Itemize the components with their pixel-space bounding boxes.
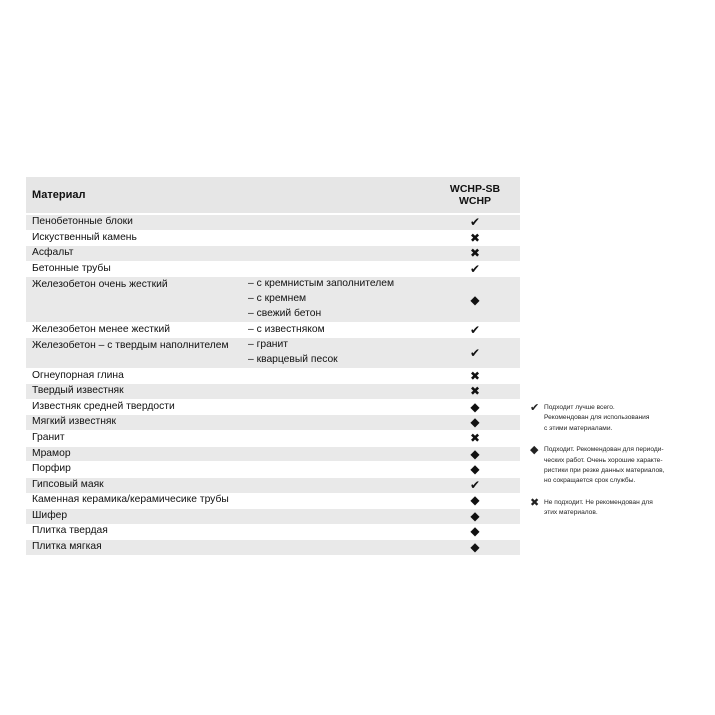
- table-row: [26, 323, 520, 338]
- legend-text: [544, 445, 664, 487]
- material-subtypes: [244, 540, 430, 555]
- material-subtype: – с кремнистым заполнителем: [248, 278, 395, 290]
- material-name: Гранит: [32, 431, 65, 443]
- check-icon: ✔: [469, 215, 481, 229]
- legend-line: Подходит лучше всего.: [544, 404, 615, 411]
- material-name: Асфальт: [32, 247, 74, 259]
- diamond-icon: ◆: [470, 540, 480, 555]
- material-name: Железобетон менее жесткий: [32, 323, 170, 335]
- check-icon: ✔: [469, 477, 481, 492]
- table-row: [26, 231, 520, 246]
- table-row: [26, 478, 520, 493]
- table-row: [26, 277, 520, 321]
- check-icon: ✔: [469, 345, 481, 360]
- table-row: [26, 384, 520, 399]
- materials-table: [26, 177, 520, 556]
- material-name: Известняк средней твердости: [32, 400, 175, 412]
- model-column-header: [430, 183, 520, 207]
- material-name: Плитка мягкая: [32, 541, 102, 553]
- check-icon: ✔: [530, 402, 540, 414]
- legend-line: с этими материалами.: [544, 424, 613, 432]
- material-subtypes: [244, 493, 430, 508]
- material-subtype: – гранит: [248, 339, 288, 351]
- legend-line: Подходит. Рекомендован для периоди-: [544, 446, 664, 454]
- check-icon: ✔: [469, 261, 481, 276]
- material-name: Каменная керамика/керамичесике трубы: [32, 494, 229, 506]
- legend-item: [530, 445, 710, 487]
- cross-icon: ✖: [469, 430, 481, 445]
- table-row: [26, 447, 520, 462]
- material-subtypes: [244, 369, 430, 384]
- table-row: [26, 524, 520, 539]
- material-subtypes: [244, 415, 430, 430]
- legend-line: Рекомендован для использования: [544, 414, 650, 422]
- material-subtypes: [244, 277, 430, 321]
- table-row: [26, 415, 520, 430]
- cross-icon: ✖: [530, 496, 540, 509]
- material-subtypes: [244, 323, 430, 338]
- legend-line: Не подходит. Не рекомендован для: [544, 498, 653, 506]
- material-name: Плитка твердая: [32, 525, 108, 537]
- material-subtype: – свежий бетон: [248, 307, 322, 319]
- material-name: Порфир: [32, 463, 71, 475]
- legend-line: этих материалов.: [544, 509, 598, 517]
- material-name: Мягкий известняк: [32, 416, 116, 428]
- legend-item: [530, 498, 710, 519]
- legend-line: ристики при резке данных материалов,: [544, 467, 665, 475]
- material-subtypes: [244, 431, 430, 446]
- cross-icon: ✖: [469, 246, 481, 261]
- table-row: [26, 509, 520, 524]
- table-row: [26, 246, 520, 261]
- material-subtypes: [244, 338, 430, 368]
- diamond-icon: ◆: [470, 508, 480, 523]
- legend-text: [544, 498, 653, 519]
- material-subtypes: [244, 384, 430, 399]
- material-name: Шифер: [32, 509, 68, 521]
- material-subtypes: [244, 447, 430, 462]
- material-subtypes: [244, 262, 430, 277]
- diamond-icon: ◆: [470, 292, 480, 307]
- material-subtypes: [244, 215, 430, 230]
- legend-item: [530, 403, 710, 434]
- table-row: [26, 400, 520, 415]
- table-row: [26, 215, 520, 230]
- cross-icon: ✖: [469, 368, 481, 383]
- diamond-icon: ◆: [530, 444, 539, 457]
- diamond-icon: ◆: [470, 446, 480, 461]
- table-row: [26, 462, 520, 477]
- material-subtypes: [244, 524, 430, 539]
- legend: [530, 403, 710, 530]
- material-name: Огнеупорная глина: [32, 369, 124, 381]
- material-subtypes: [244, 231, 430, 246]
- diamond-icon: ◆: [470, 399, 480, 414]
- legend-line: но сокращается срок службы.: [544, 477, 636, 485]
- cross-icon: ✖: [469, 384, 481, 399]
- material-subtype: – с известняком: [248, 323, 325, 335]
- material-column-header: Материал: [32, 189, 86, 201]
- material-name: Искуственный камень: [32, 231, 137, 243]
- material-name: Гипсовый маяк: [32, 478, 104, 490]
- diamond-icon: ◆: [470, 415, 480, 430]
- table-row: [26, 431, 520, 446]
- legend-line: ческих работ. Очень хорошие характе-: [544, 456, 663, 464]
- material-name: Мрамор: [32, 447, 71, 459]
- material-subtypes: [244, 462, 430, 477]
- material-subtype: – кварцевый песок: [248, 353, 338, 365]
- table-row: [26, 493, 520, 508]
- material-subtypes: [244, 400, 430, 415]
- material-subtypes: [244, 478, 430, 493]
- table-header: [26, 177, 520, 213]
- material-subtype: – с кремнем: [248, 293, 307, 305]
- diamond-icon: ◆: [470, 493, 480, 508]
- model-name-1: WCHP-SB: [449, 183, 501, 195]
- material-name: Бетонные трубы: [32, 262, 111, 274]
- material-name: Железобетон – с твердым наполнителем: [32, 340, 229, 352]
- diamond-icon: ◆: [470, 524, 480, 539]
- material-subtypes: [244, 246, 430, 261]
- legend-text: [544, 403, 649, 434]
- material-name: Железобетон очень жесткий: [32, 279, 168, 291]
- check-icon: ✔: [469, 322, 481, 337]
- material-name: Твердый известняк: [32, 385, 124, 397]
- table-row: [26, 540, 520, 555]
- model-name-2: WCHP: [458, 195, 492, 207]
- table-row: [26, 369, 520, 384]
- table-row: [26, 262, 520, 277]
- diamond-icon: ◆: [470, 462, 480, 477]
- material-name: Пенобетонные блоки: [32, 216, 133, 227]
- table-row: [26, 338, 520, 368]
- cross-icon: ✖: [469, 230, 481, 245]
- material-subtypes: [244, 509, 430, 524]
- table-body: [26, 215, 520, 556]
